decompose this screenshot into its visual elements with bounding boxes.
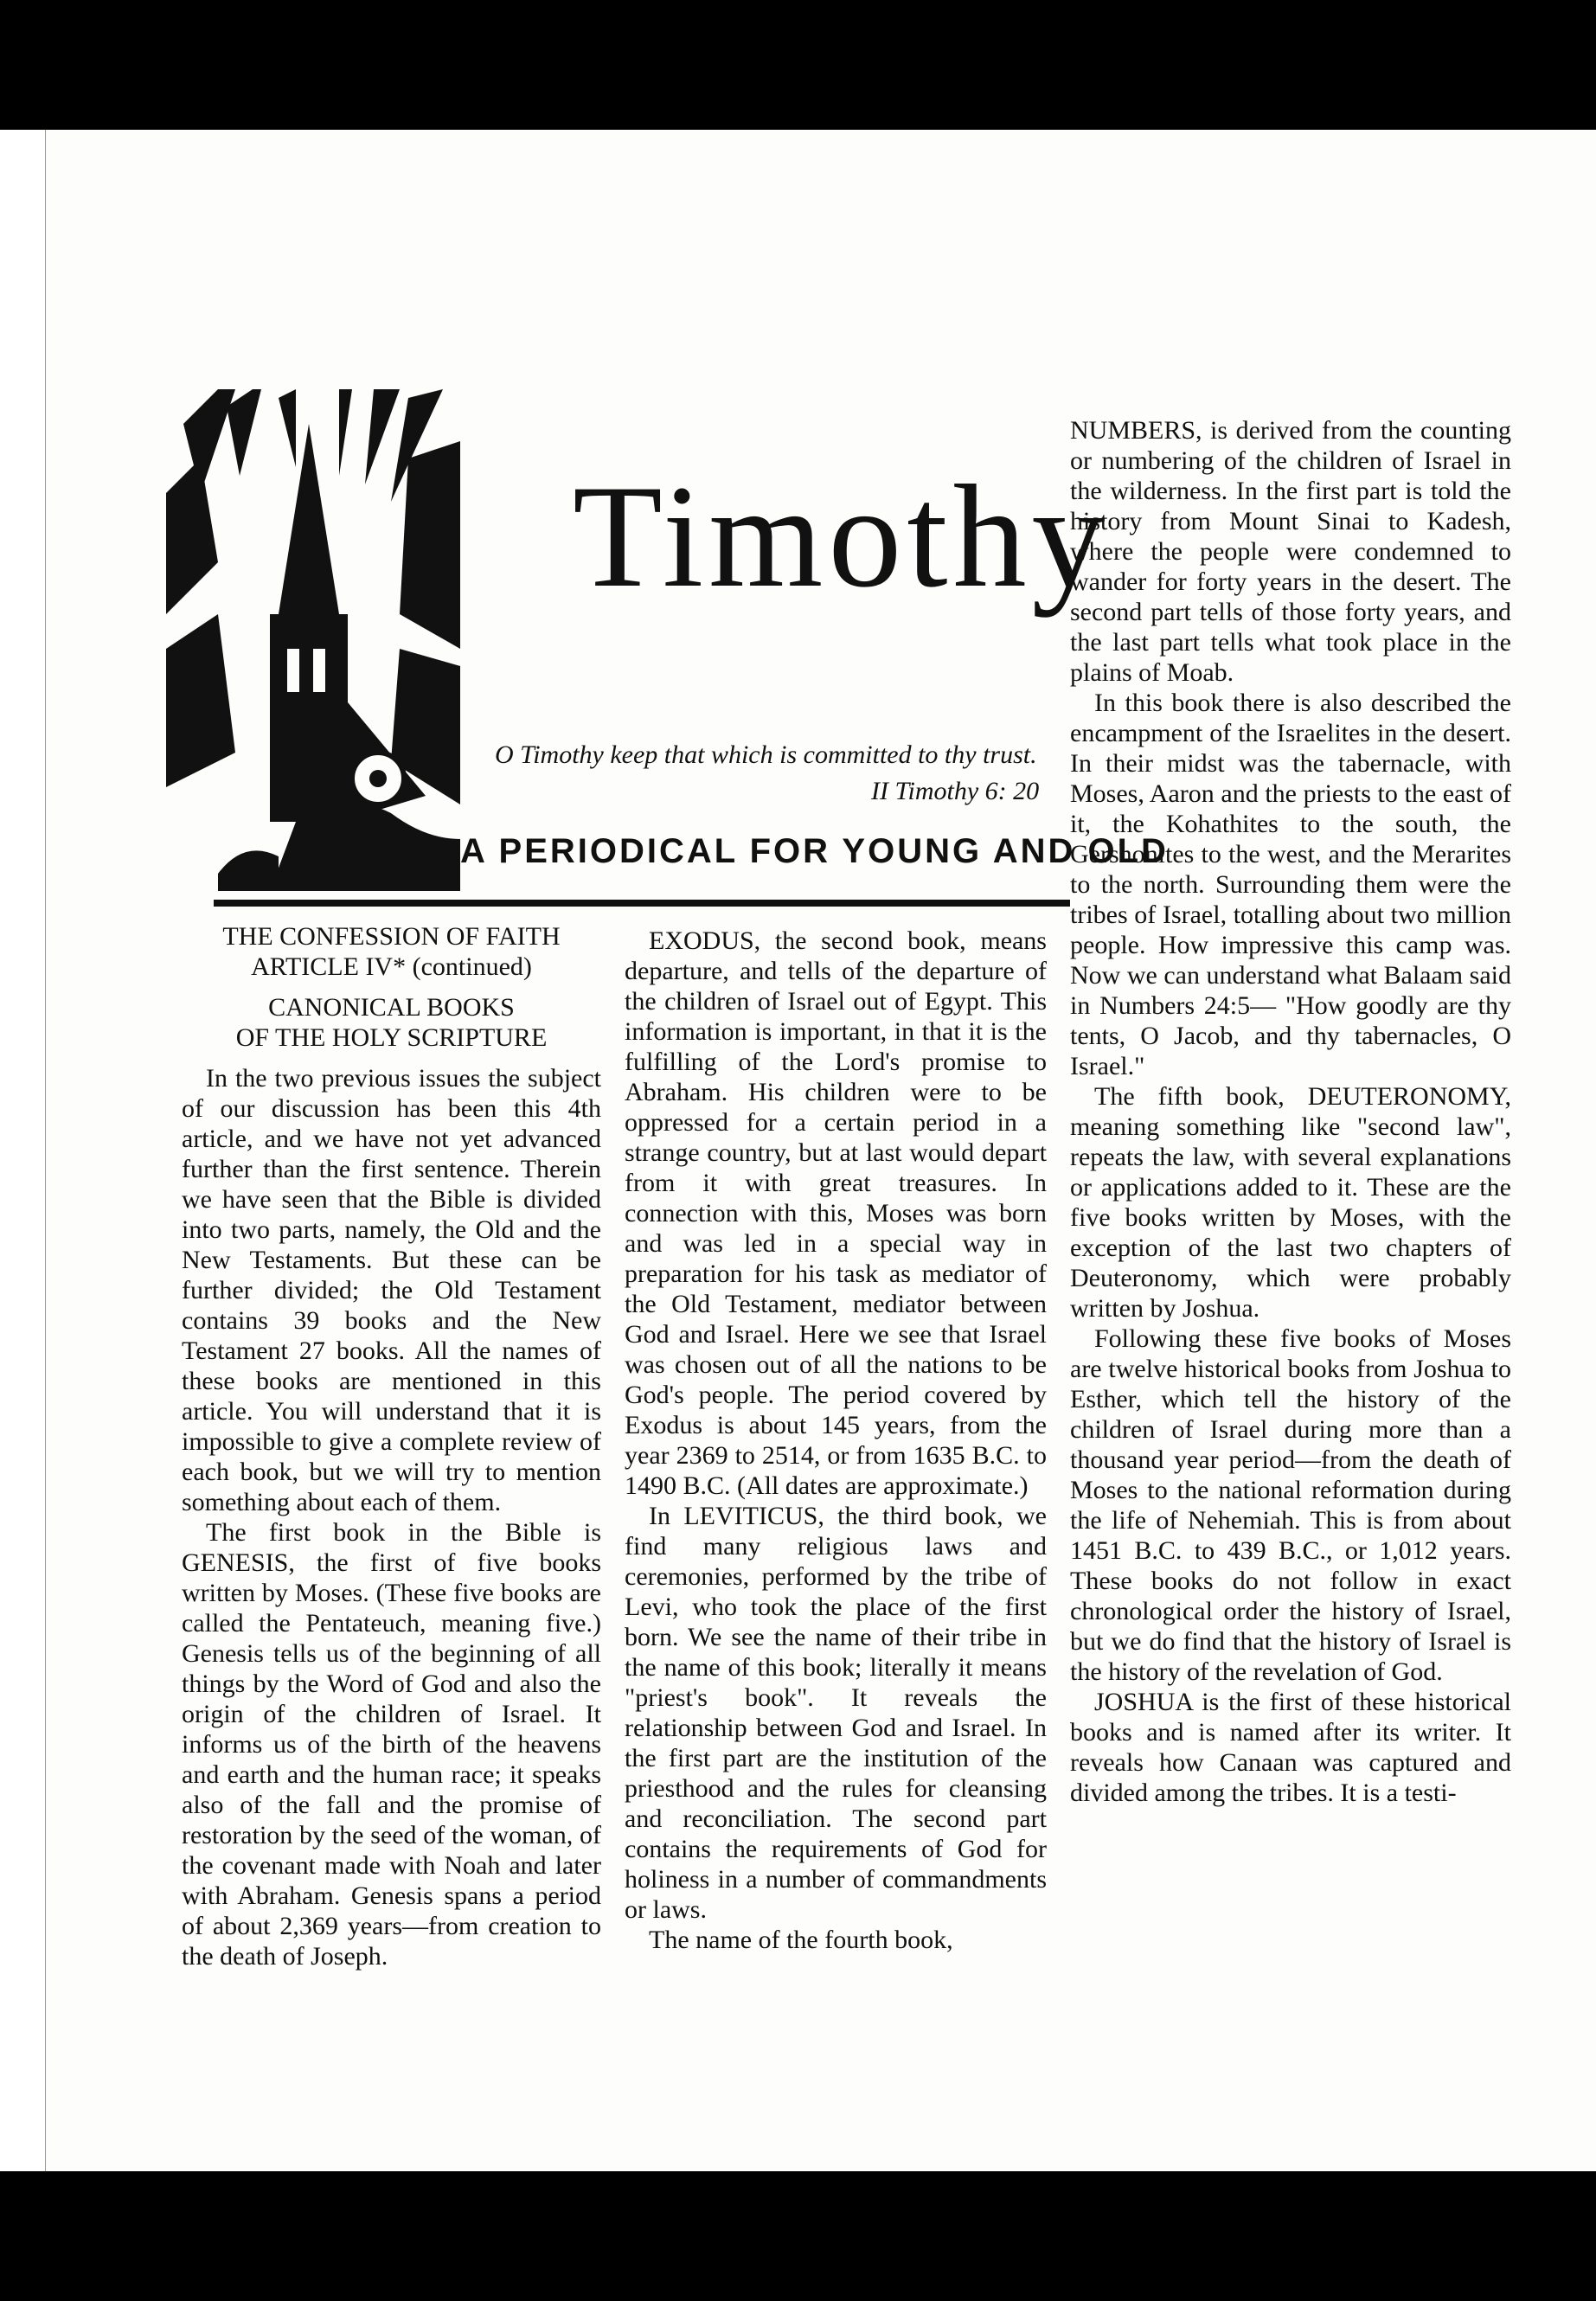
paragraph: The fifth book, DEUTERONOMY, meaning something like "second law", repeats the law, with several explanations or applications added to it. These are the five books written by Moses, with the exception of the last two chapters of Deuteronomy, which were probably written by Joshua. [1070,1082,1511,1323]
paragraph: In this book there is also described the encampment of the Israelites in the desert. In their midst was the tabernacle, with Moses, Aaron and the priests to the east of it, the Kohathites to the south, the Gershonites to the west, and the Merarites to the north. Surrounding them were the tribes of Israel, totalling about two million people. How impressive this camp was. Now we can understand what Balaam said in Numbers 24:5— "How goodly are thy tents, O Jacob, and thy tabernacles, O Israel." [1070,689,1511,1080]
masthead-motto-reference: II Timothy 6: 20 [871,777,1040,805]
paragraph: In LEVITICUS, the third book, we find many religious laws and ceremonies, performed by the tribe of Levi, who took the place of the first born. We see the name of their tribe in the name of this book; literally it means "priest's book". It reveals the relationship between God and Israel. In the first part are the institution of the priesthood and the rules for cleansing and reconciliation. The second part contains the requirements of God for holiness in a number of commandments or laws. [625,1502,1047,1924]
paragraph: The name of the fourth book, [649,1926,953,1954]
header-rule [214,900,1070,907]
scan-border-top [0,0,1596,130]
scan-border-bottom [0,2171,1596,2301]
paragraph: EXODUS, the second book, means departure, and tells of the departure of the children of Israel out of Egypt. This information is important, in that it is the fulfilling of the Lord's promise to Abraham. His children were to be oppressed for a certain period in a strange country, but at last would depart from it with great treasures. In connection with this, Moses was born and was led in a special way in preparation for his task as mediator of the Old Testament, mediator between God and Israel. Here we see that Israel was chosen out of all the nations to be God's people. The period covered by Exodus is about 145 years, from the year 2369 to 2514, or from 1635 B.C. to 1490 B.C. (All dates are approximate.) [625,926,1047,1500]
article-subheading: CANONICAL BOOKS [268,993,515,1022]
masthead-motto: O Timothy keep that which is committed to thy trust. [495,740,1037,769]
article-subheading-line2: OF THE HOLY SCRIPTURE [235,1023,548,1052]
column-2 [625,926,1047,1955]
masthead [45,130,1169,870]
paragraph: NUMBERS, is derived from the counting or numbering of the children of Israel in the wilderness. In the first part is told the history from Mount Sinai to Kadesh, where the people were condemned to wander for forty years in the desert. The second part tells of those forty years, and the last part tells what took place in the plains of Moab. [1070,416,1511,687]
column-3 [1070,415,1511,1808]
paragraph: JOSHUA is the first of these historical books and is named after its writer. It reveals how Canaan was captured and divided among the tribes. It is a testi- [1070,1688,1511,1807]
masthead-title: Timothy [573,455,1111,618]
page [45,130,1596,2171]
article-heading: THE CONFESSION OF FAITH [222,922,561,951]
masthead-tagline: A PERIODICAL FOR YOUNG AND OLD [460,832,1169,870]
paragraph: Following these five books of Moses are twelve historical books from Joshua to Esther, which tell the history of the children of Israel during more than a thousand year period—from the death of Moses to the national reformation during the life of Nehemiah. This is from about 1451 B.C. to 439 B.C., or 1,012 years. These books do not follow in exact chronological order the history of Israel, but we do find that the history of Israel is the history of the revelation of God. [1070,1324,1511,1686]
paragraph: In the two previous issues the subject of our discussion has been this 4th article, and we have not yet advanced further than the first sentence. Therein we have seen that the Bible is divided into two parts, namely, the Old and the New Testaments. But these can be further divided; the Old Testament contains 39 books and the New Testament 27 books. All the names of these books are mentioned in this article. You will understand that it is impossible to give a complete review of each book, but we will try to mention something about each of them. [182,1064,601,1516]
article-heading-line2: ARTICLE IV* (continued) [251,952,532,981]
column-1 [182,921,601,1971]
paragraph: The first book in the Bible is GENESIS, the first of five books written by Moses. (These five books are called the Pentateuch, meaning five.) Genesis tells us of the beginning of all things by the Word of God and also the origin of the children of Israel. It informs us of the birth of the heavens and earth and the human race; it speaks also of the fall and the promise of restoration by the seed of the woman, of the covenant made with Noah and later with Abraham. Genesis spans a period of about 2,369 years—from creation to the death of Joseph. [182,1518,601,1971]
church-illustration [166,389,460,891]
